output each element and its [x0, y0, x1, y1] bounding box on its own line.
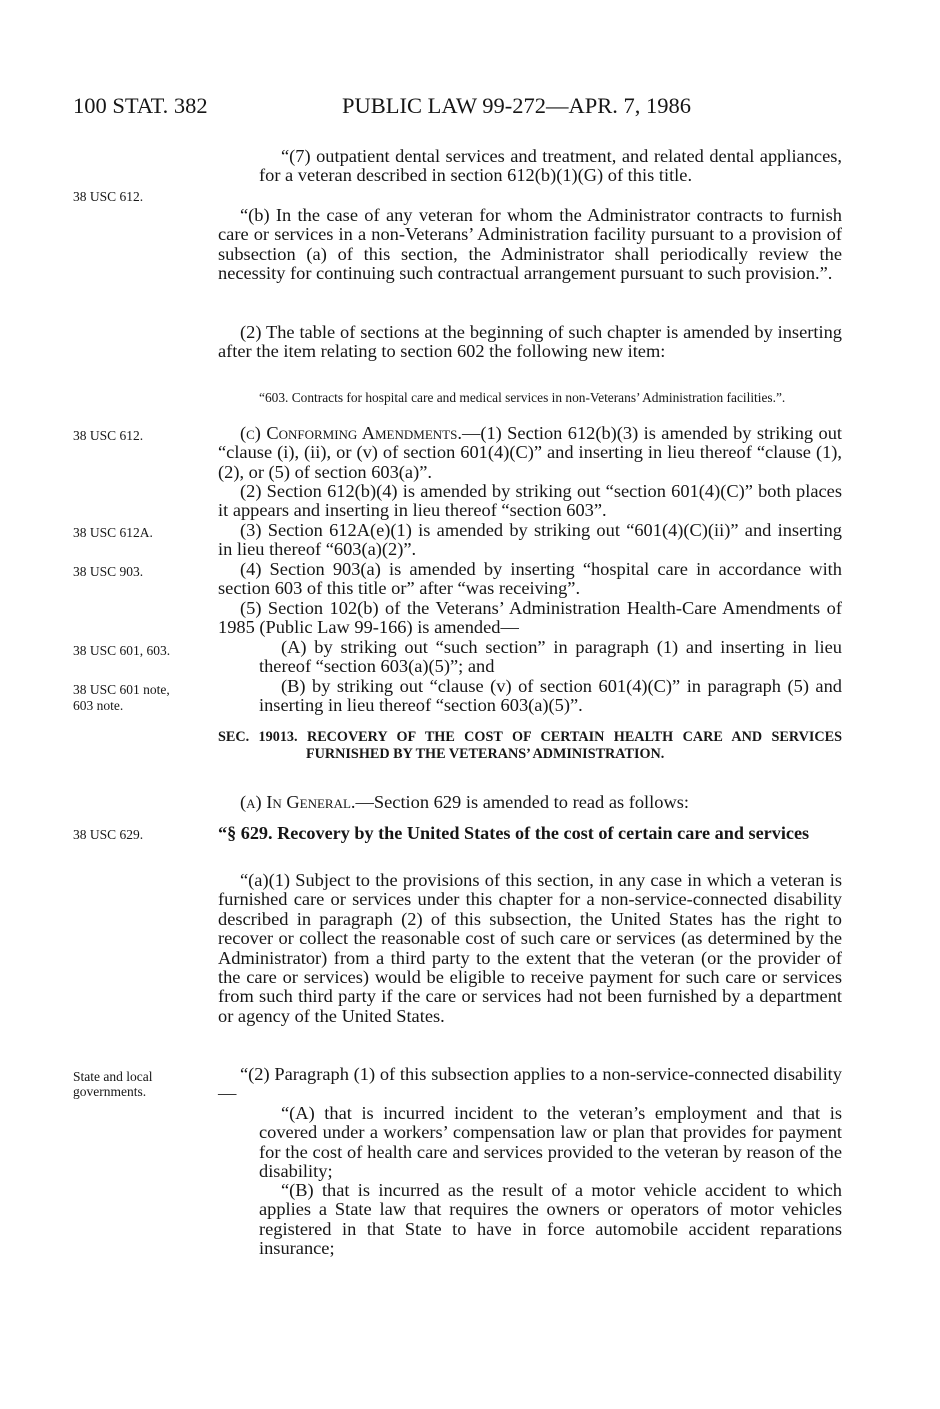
section-629-heading: “§ 629. Recovery by the United States of the cost of certain care and services	[218, 823, 810, 843]
paragraph-2-non-service-connected: “(2) Paragraph (1) of this subsection applies to a non-service-connected disability—	[218, 1064, 842, 1104]
margin-note: 38 USC 612A.	[73, 525, 153, 540]
paragraph-b-contract-review: “(b) In the case of any veteran for whom the Administrator contracts to furnish care or services in a non-Veterans’ Administration facility pursuant to a provision of subsection (a) of this section, the Administrator shall periodically review the necessity for continuing such contractual arrangement pursuant to such provision.”.	[218, 205, 842, 284]
paragraph-3-section-612a: (3) Section 612A(e)(1) is amended by striking out “601(4)(C)(ii)” and inserting in lieu thereof “603(a)(2)”.	[218, 520, 842, 560]
paragraph-4-section-903a: (4) Section 903(a) is amended by inserting “hospital care in accordance with section 603 of this title or” after “was receiving”.	[218, 559, 842, 599]
paragraph-7-outpatient-dental: “(7) outpatient dental services and treatment, and related dental appliances, for a veteran described in section 612(b)(1)(G) of this title.	[259, 146, 842, 186]
paragraph-a-striking-such-section: (A) by striking out “such section” in paragraph (1) and inserting in lieu thereof “section 603(a)(5)”; and	[259, 637, 842, 677]
conforming-amendments-heading: (c) Conforming Amendments.	[240, 423, 462, 443]
margin-note: 38 USC 601, 603.	[73, 643, 171, 658]
margin-note: 38 USC 612.	[73, 428, 144, 443]
margin-note: 38 USC 629.	[73, 827, 144, 842]
paragraph-2-table-of-sections: (2) The table of sections at the beginning of such chapter is amended by inserting after the item relating to section 602 the following new item:	[218, 322, 842, 362]
public-law-title: PUBLIC LAW 99-272—APR. 7, 1986	[342, 93, 692, 118]
margin-note: 38 USC 612.	[73, 189, 144, 204]
paragraph-5-section-102b: (5) Section 102(b) of the Veterans’ Administration Health-Care Amendments of 1985 (Public Law 99-166) is amended—	[218, 598, 842, 638]
margin-note: State and local	[73, 1069, 153, 1084]
paragraph-a1-recovery: “(a)(1) Subject to the provisions of this section, in any case in which a veteran is furnished care or services under this chapter for a non-service-connected disability described in paragraph (2) of this subsection, the United States has the right to recover or collect the reasonable cost of such care or services (as determined by the Administrator) from a third party to the extent that the veteran (or the provider of the care or services) would be eligible to receive payment for such care or services from such third party if the care or services had not been furnished by a department or agency of the United States.	[218, 870, 842, 1026]
page-header	[73, 93, 873, 123]
paragraph-c-conforming-amendments: (c) Conforming Amendments.—(1) Section 612(b)(3) is amended by striking out “clause (i), (ii), or (v) of section 601(4)(C)” and inserting in lieu thereof “clause (1), (2), or (5) of section 603(a)”.	[218, 423, 842, 482]
margin-note: governments.	[73, 1084, 147, 1099]
margin-note: 603 note.	[73, 698, 124, 713]
in-general-heading: (a) In General.	[240, 792, 356, 812]
table-of-sections-item: “603. Contracts for hospital care and medical services in non-Veterans’ Administration facilities.”.	[259, 390, 786, 405]
statute-page-number: 100 STAT. 382	[73, 93, 208, 118]
paragraph-a-workers-compensation: “(A) that is incurred incident to the veteran’s employment and that is covered under a workers’ compensation law or plan that provides for payment for the cost of health care and services provided to the veteran by reason of the disability;	[259, 1103, 842, 1182]
section-19013-heading: SEC. 19013. RECOVERY OF THE COST OF CERTAIN HEALTH CARE AND SERVICES FURNISHED BY THE VETERANS’ ADMINISTRATION.	[218, 729, 842, 762]
margin-note: 38 USC 903.	[73, 564, 144, 579]
paragraph-2-section-612b4: (2) Section 612(b)(4) is amended by striking out “section 601(4)(C)” both places it appears and inserting in lieu thereof “section 603”.	[218, 481, 842, 521]
paragraph-b-striking-clause-v: (B) by striking out “clause (v) of section 601(4)(C)” in paragraph (5) and inserting in lieu thereof “section 603(a)(5)”.	[259, 676, 842, 716]
paragraph-a-in-general: (a) In General.—Section 629 is amended to read as follows:	[240, 792, 690, 812]
paragraph-b-motor-vehicle-accident: “(B) that is incurred as the result of a motor vehicle accident to which applies a State law that requires the owners or operators of motor vehicles registered in that State to have in force automobile accident reparations insurance;	[259, 1180, 842, 1259]
margin-note: 38 USC 601 note,	[73, 682, 170, 697]
